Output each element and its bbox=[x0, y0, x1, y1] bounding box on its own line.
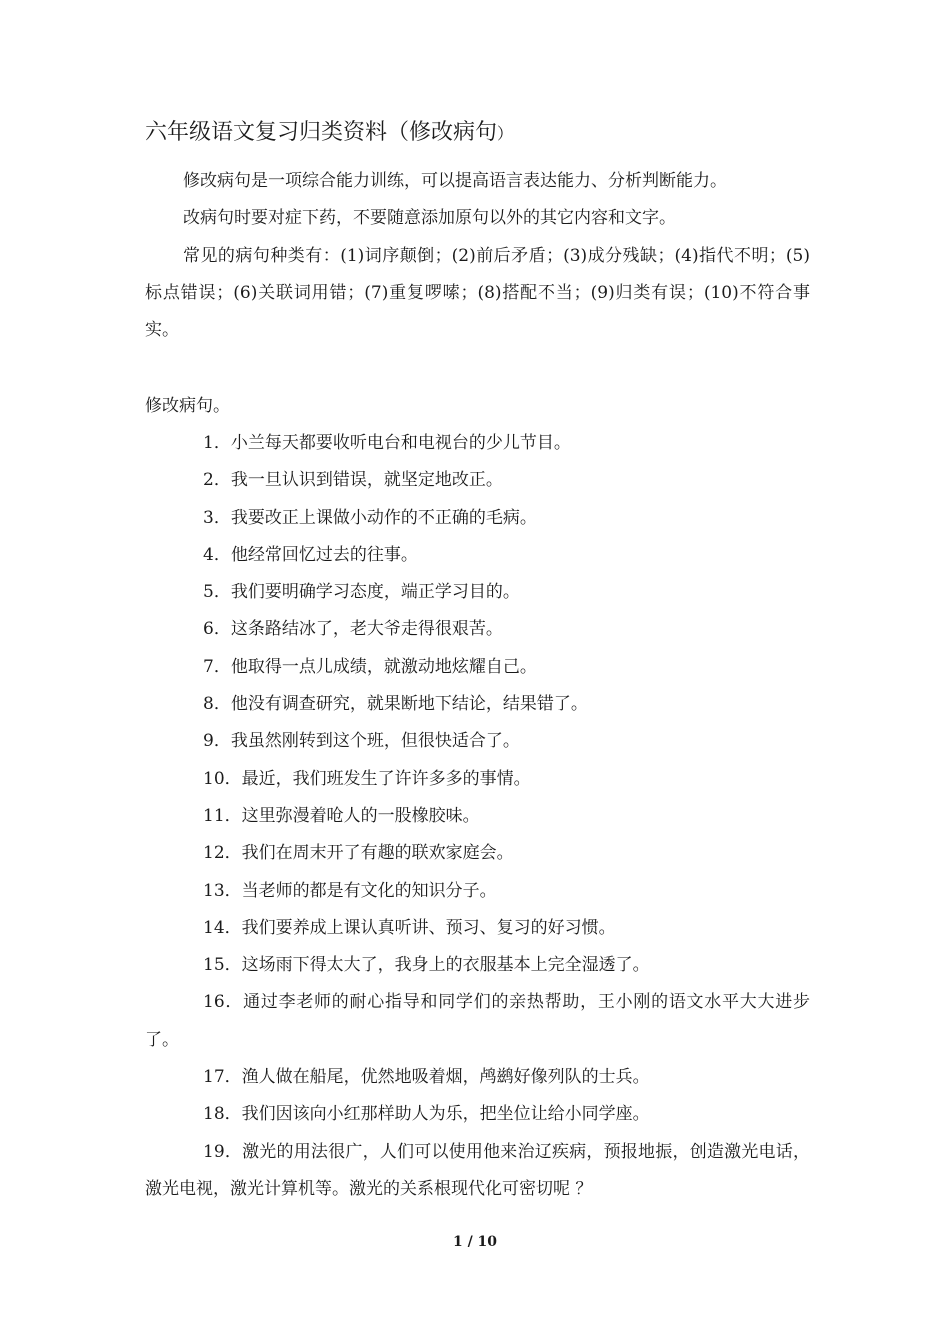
intro-paragraph-2: 改病句时要对症下药，不要随意添加原句以外的其它内容和文字。 bbox=[183, 208, 676, 228]
section-heading: 修改病句。 bbox=[145, 396, 230, 416]
exercise-item: 4．他经常回忆过去的往事。 bbox=[203, 544, 418, 565]
exercise-item: 18．我们因该向小红那样助人为乐，把坐位让给小同学座。 bbox=[203, 1104, 650, 1125]
exercise-item: 19．激光的用法很广，人们可以使用他来治辽疾病，预报地振，创造激光电话，激光电视，激光计算机等。激光的关系根现代化可密切呢 ？ bbox=[145, 1141, 810, 1199]
exercise-item: 2．我一旦认识到错误，就坚定地改正。 bbox=[203, 470, 503, 491]
exercise-item: 16．通过李老师的耐心指导和同学们的亲热帮助，王小刚的语文水平大大进步了。 bbox=[145, 992, 810, 1050]
exercise-item: 3．我要改正上课做小动作的不正确的毛病。 bbox=[203, 507, 537, 528]
intro-paragraph-3: 常见的病句种类有：(1)词序颠倒；(2)前后矛盾；(3)成分残缺；(4)指代不明；(5)标点错误；(6)关联词用错；(7)重复啰嗦；(8)搭配不当；(9)归类有误；(10)不符合事实。 bbox=[145, 246, 810, 340]
exercise-item: 5．我们要明确学习态度，端正学习目的。 bbox=[203, 582, 520, 603]
exercise-item: 17．渔人做在船尾，优然地吸着烟，鸬鹚好像列队的士兵。 bbox=[203, 1067, 650, 1088]
exercise-item: 15．这场雨下得太大了，我身上的衣服基本上完全湿透了。 bbox=[203, 955, 650, 976]
exercise-item: 13．当老师的都是有文化的知识分子。 bbox=[203, 880, 497, 901]
title-main: 六年级语文复习归类资料（修改病句 bbox=[145, 120, 498, 145]
page-number: 1 / 10 bbox=[452, 1234, 498, 1250]
document-title bbox=[145, 118, 513, 149]
intro-paragraph-1: 修改病句是一项综合能力训练，可以提高语言表达能力、分析判断能力。 bbox=[183, 171, 727, 191]
title-close-paren: ） bbox=[497, 124, 514, 143]
exercise-list bbox=[145, 425, 810, 1208]
exercise-item: 7．他取得一点儿成绩，就激动地炫耀自己。 bbox=[203, 656, 537, 677]
exercise-item: 11．这里弥漫着呛人的一股橡胶味。 bbox=[203, 805, 480, 826]
exercise-item: 12．我们在周末开了有趣的联欢家庭会。 bbox=[203, 843, 514, 864]
exercise-item: 9．我虽然刚转到这个班，但很快适合了。 bbox=[203, 731, 520, 752]
exercise-item: 6．这条路结冰了，老大爷走得很艰苦。 bbox=[203, 619, 503, 640]
exercise-item: 1．小兰每天都要收听电台和电视台的少儿节目。 bbox=[203, 433, 571, 453]
exercise-item: 10．最近，我们班发生了许许多多的事情。 bbox=[203, 768, 531, 789]
exercise-item: 8．他没有调查研究，就果断地下结论，结果错了。 bbox=[203, 694, 588, 715]
exercise-item: 14．我们要养成上课认真听讲、预习、复习的好习惯。 bbox=[203, 917, 616, 938]
